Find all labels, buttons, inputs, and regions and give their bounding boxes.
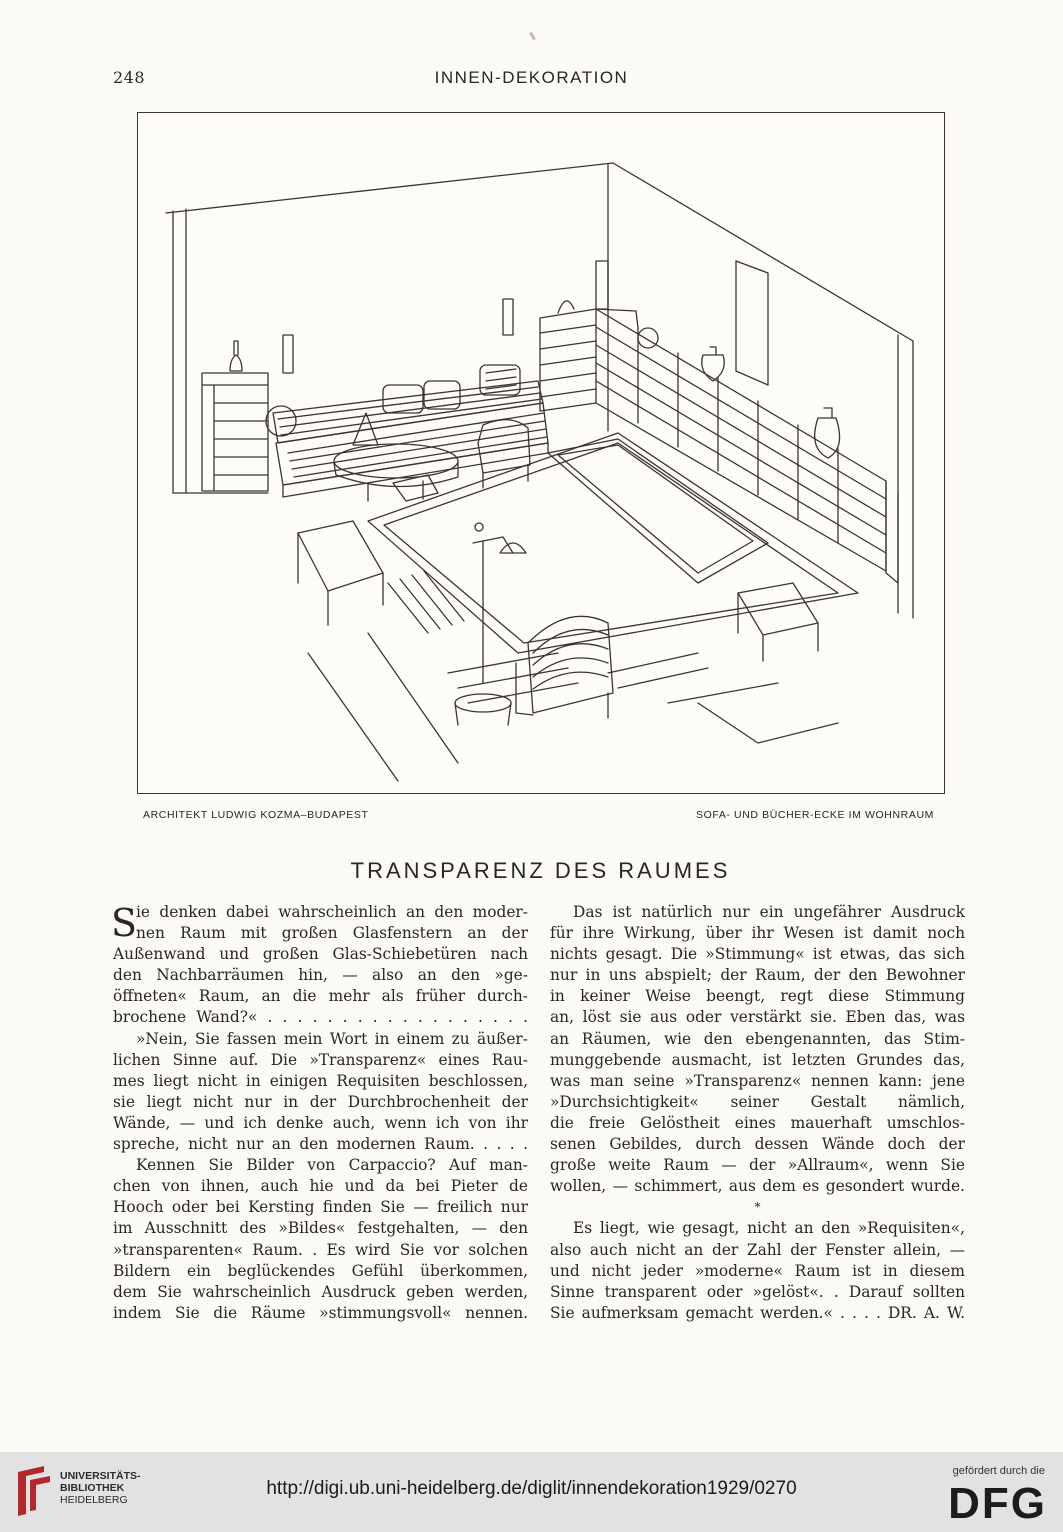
figure-credit: ARCHITEKT LUDWIG KOZMA–BUDAPEST <box>143 809 369 821</box>
text-line: nen Raum mit großen Glasfenstern an der <box>136 924 528 943</box>
section-separator: * <box>754 1200 761 1215</box>
text-line: spreche, nicht nur an den modernen Raum. . . . . <box>113 1135 528 1154</box>
text-line: im Ausschnitt des »Bildes« festgehalten, — den <box>113 1219 528 1238</box>
text-line: »Durchsichtigkeit« seiner Gestalt nämlich, <box>550 1092 965 1111</box>
left-text-column <box>113 902 528 1324</box>
text-line: öffneten« Raum, an die mehr als früher durch- <box>113 987 528 1006</box>
figure-caption: SOFA- UND BÜCHER-ECKE IM WOHNRAUM <box>696 809 934 821</box>
funding-label: gefördert durch die <box>952 1465 1045 1477</box>
text-line: Außenwand und großen Glas-Schiebetüren nach <box>113 945 528 964</box>
permalink-url[interactable]: http://digi.ub.uni-heidelberg.de/diglit/innendekoration1929/0270 <box>266 1478 797 1499</box>
benches <box>298 475 818 661</box>
text-line: und nicht jeder »moderne« Raum ist in diesem <box>550 1261 965 1280</box>
text-line: sie liegt nicht nur in der Durchbrochenheit der <box>113 1092 528 1111</box>
text-line: den Nachbarräumen hin, — also an den »ge- <box>113 966 528 985</box>
right-text-column <box>550 902 965 1324</box>
text-line: Bildern ein beglückendes Gefühl überkommen, <box>113 1261 528 1280</box>
text-line: Hooch oder bei Kersting finden Sie — freilich nur <box>113 1198 528 1217</box>
text-line: in keiner Weise beengt, regt diese Stimmung <box>550 987 965 1006</box>
text-line: dem Sie wahrscheinlich Ausdruck geben werden, <box>113 1282 528 1301</box>
text-line: indem Sie die Räume »stimmungsvoll« nennen. <box>113 1303 528 1322</box>
text-line: Kennen Sie Bilder von Carpaccio? Auf man- <box>136 1156 528 1175</box>
text-line: also auch nicht an der Zahl der Fenster allein, — <box>550 1240 965 1259</box>
text-line: große weite Raum — der »Allraum«, wenn Sie <box>550 1156 965 1175</box>
text-line: was man seine »Transparenz« nennen kann: jene <box>550 1071 965 1090</box>
bookcase <box>540 261 898 583</box>
text-line: mes liegt nicht in einigen Requisiten beschlossen, <box>113 1071 528 1090</box>
text-line: Das ist natürlich nur ein ungefährer Ausdruck <box>573 903 965 921</box>
page-number: 248 <box>113 68 146 87</box>
text-line: für ihre Wirkung, über ihr Wesen ist damit noch <box>550 924 965 943</box>
text-line: nur in uns abspielt; der Raum, der den Bewohner <box>550 966 965 985</box>
text-line: ie denken dabei wahrscheinlich an den moder- <box>136 903 528 921</box>
text-line: senen Gebildes, durch dessen Wände doch der <box>550 1135 965 1154</box>
text-line: »transparenten« Raum. . Es wird Sie vor solchen <box>113 1240 528 1259</box>
dfg-logo: DFG <box>948 1479 1047 1528</box>
dropcap: S <box>111 901 138 945</box>
footer-bar <box>0 1452 1063 1532</box>
text-line: an Räumen, wie den ebengenannten, das Stim- <box>550 1029 965 1048</box>
article-title: TRANSPARENZ DES RAUMES <box>350 858 731 883</box>
running-title: INNEN-DEKORATION <box>434 68 629 87</box>
rug <box>368 433 858 653</box>
text-line: munggebende ausmacht, ist letzten Grundes das, <box>550 1050 965 1069</box>
library-name-line3: HEIDELBERG <box>60 1494 128 1506</box>
stray-ink-mark <box>529 32 536 40</box>
text-line: Sie aufmerksam gemacht werden.« . . . . DR. A. W. <box>550 1303 965 1322</box>
text-line: lichen Sinne auf. Die »Transparenz« eines Rau- <box>113 1050 528 1069</box>
text-line: wollen, — schimmert, aus dem es gesondert wurde. <box>550 1177 965 1196</box>
room-illustration <box>137 112 945 794</box>
text-line: chen von ihnen, auch hie und da bei Pieter de <box>113 1177 528 1196</box>
room-line-drawing <box>138 113 946 795</box>
dropcap-paragraph <box>113 902 528 944</box>
text-line: an, löst sie aus oder verstärkt sie. Eben das, was <box>550 1008 965 1027</box>
library-name-line2: BIBLIOTHEK <box>60 1482 125 1494</box>
library-name-line1: UNIVERSITÄTS- <box>60 1470 141 1482</box>
text-line: Sinne transparent oder »gelöst«. . Darauf sollten <box>550 1282 965 1301</box>
striped-armchair <box>516 616 613 718</box>
text-line: Wände, — und ich denke auch, wenn ich von ihr <box>113 1113 528 1132</box>
text-line: brochene Wand?« . . . . . . . . . . . . . . . . . . <box>113 1008 528 1027</box>
text-line: Es liegt, wie gesagt, nicht an den »Requisiten«, <box>573 1219 965 1238</box>
text-line: nichts gesagt. Die »Stimmung« ist etwas, das sich <box>550 945 965 964</box>
text-line: »Nein, Sie fassen mein Wort in einem zu äußer- <box>136 1029 528 1048</box>
left-cabinet <box>202 341 268 491</box>
text-line: die freie Gelöstheit eines mauerhaft umschlos- <box>550 1113 965 1132</box>
